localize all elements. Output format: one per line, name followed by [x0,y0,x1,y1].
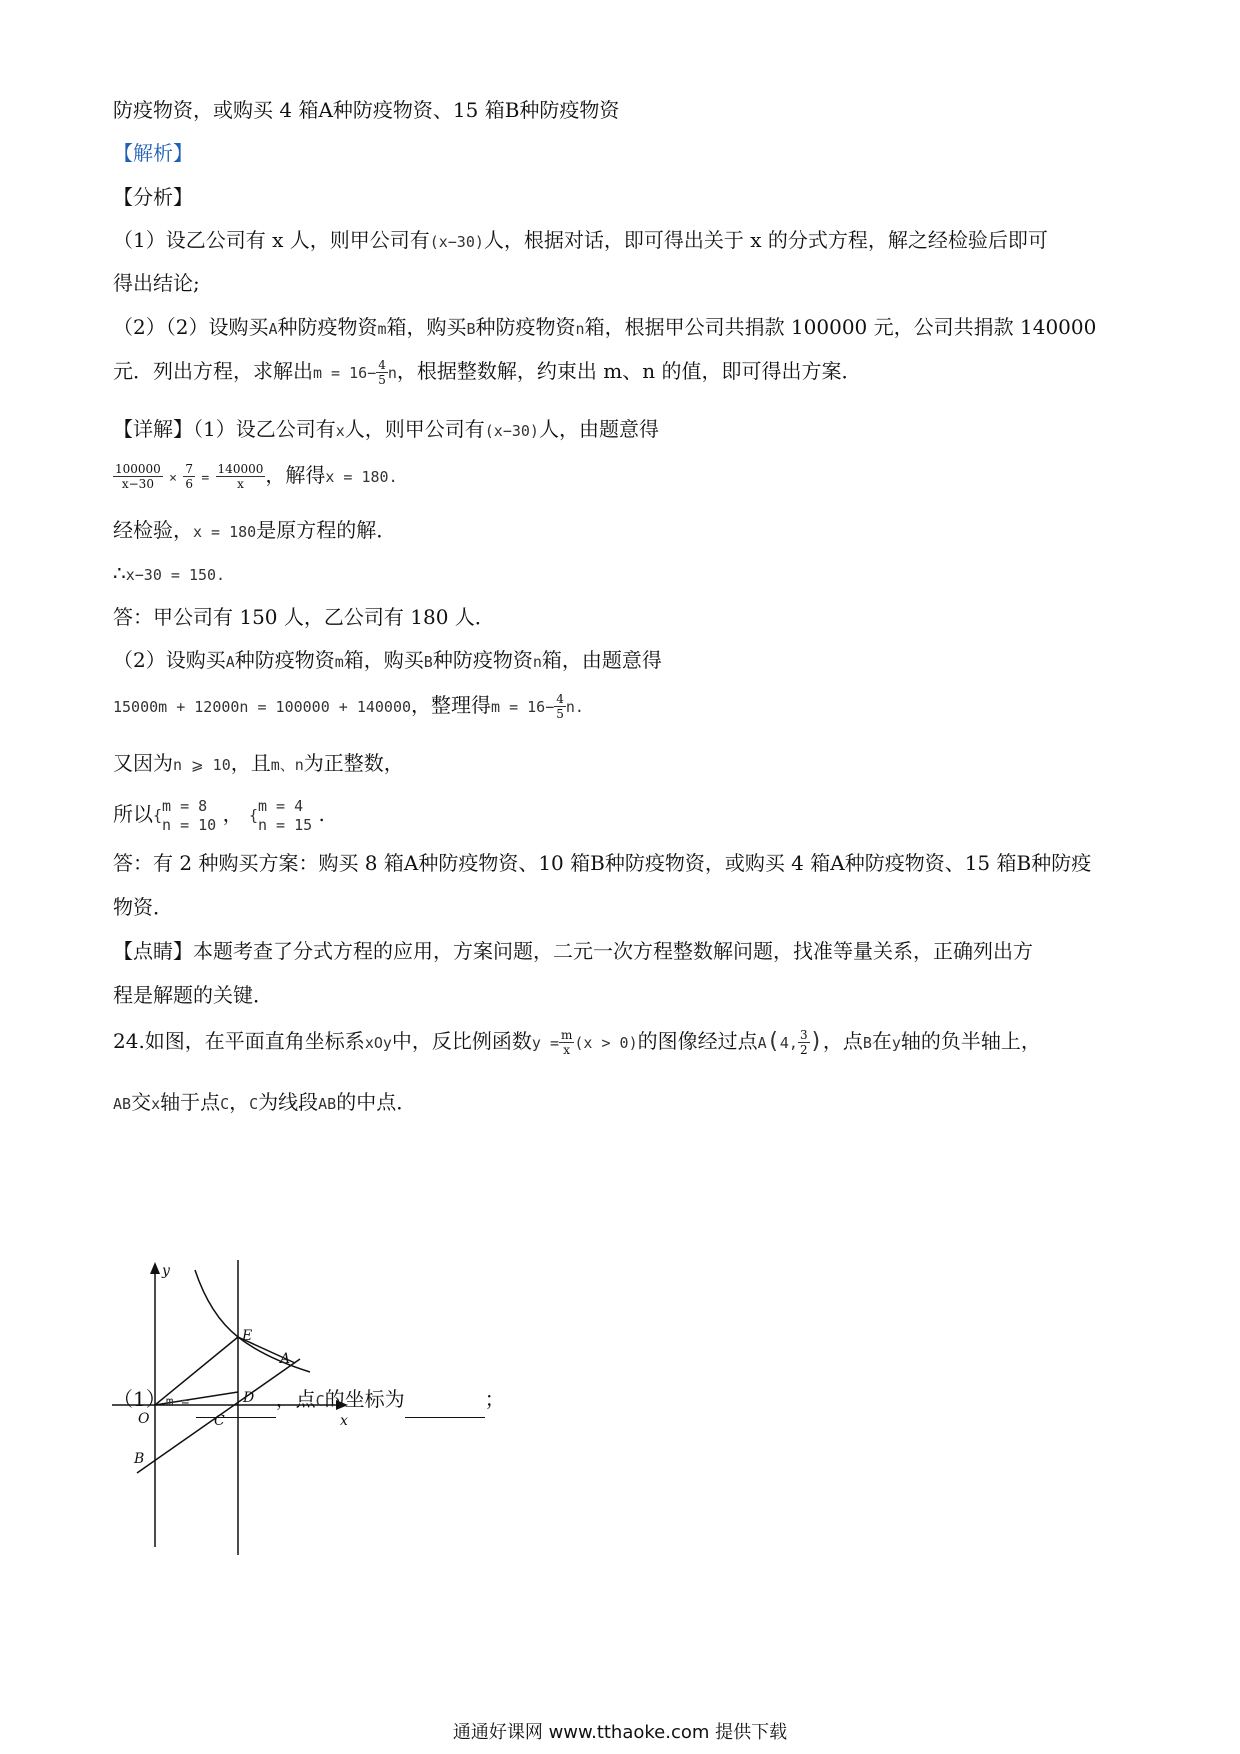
answer-2a: 答：有 2 种购买方案：购买 8 箱A种防疫物资、10 箱B种防疫物资，或购买 4 箱A种防疫物资、15 箱B种防疫 [113,851,1092,875]
label-C: C [214,1413,225,1429]
answer-2b: 物资． [113,895,173,919]
analysis-line-2: 得出结论; [113,271,200,295]
label-O: O [138,1411,150,1427]
answer-1: 答：甲公司有 150 人，乙公司有 180 人． [113,605,495,629]
analysis-line-3: （2）（2）设购买A种防疫物资m箱，购买B种防疫物资n箱，根据甲公司共捐款 100000 元，公司共捐款 140000 [113,315,1097,339]
detail-line-1: 【详解】（1）设乙公司有x人，则甲公司有(x−30)人，由题意得 [113,417,659,441]
comment-line-1: 【点睛】本题考查了分式方程的应用，方案问题，二元一次方程整数解问题，找准等量关系，正确列出方 [113,939,1033,963]
equation-2: 15000m + 12000n = 100000 + 140000，整理得m = 16− $\frac{4}{5}$ n. [113,692,584,721]
equation-1: $\frac{100000}{x-30}$ × $\frac{7}{6}$ = $\frac{140000}{x}$ ，解得x = 180. [115,462,398,491]
label-D: D [243,1390,255,1406]
sub-question-1: （1）m = ，点C的坐标为 ； [113,1384,505,1418]
label-E: E [242,1328,253,1344]
check-line: 经检验，x = 180是原方程的解． [113,518,397,542]
y-axis-arrow [150,1262,160,1274]
hyperbola-curve [195,1270,310,1372]
page-footer: 通通好课网 www.tthaoke.com 提供下载 [452,1722,788,1743]
solutions-line: 所以{ m = 8 n = 10 ， { m = 4 n = 15 . [113,796,325,834]
text-line: 防疫物资，或购买 4 箱A种防疫物资、15 箱B种防疫物资 [113,98,620,122]
question-24-line-2: AB交x轴于点C，C为线段AB的中点． [113,1090,417,1114]
answer-blank-c[interactable] [405,1417,485,1418]
detail-line-2: （2）设购买A种防疫物资m箱，购买B种防疫物资n箱，由题意得 [113,648,662,672]
label-A: A [280,1351,291,1367]
answer-blank-m[interactable] [196,1417,276,1418]
comment-line-2: 程是解题的关键． [113,983,273,1007]
section-jiexi: 【解析】 [113,141,193,165]
section-fenxi: 【分析】 [113,185,193,209]
label-y: y [162,1263,170,1279]
analysis-line-1: （1）设乙公司有 x 人，则甲公司有(x−30)人，根据对话，即可得出关于 x 的分式方程，解之经检验后即可 [113,228,1048,252]
label-B: B [134,1451,145,1467]
therefore-line: ∴x−30 = 150. [113,561,226,585]
analysis-line-4: 元．列出方程，求解出m = 16− $\frac{4}{5}$ n，根据整数解，约束出 m、n 的值，即可得出方案． [113,358,862,387]
label-x: x [340,1413,348,1429]
condition-line: 又因为n ⩾ 10，且m、n为正整数， [113,751,404,775]
question-24-line-1: 24.如图，在平面直角坐标系xOy中，反比例函数y = $\frac{m}{x}$ (x > 0)的图像经过点A(4, $\frac{3}{2}$ )，点B在y轴的负半轴上， [113,1028,1041,1057]
